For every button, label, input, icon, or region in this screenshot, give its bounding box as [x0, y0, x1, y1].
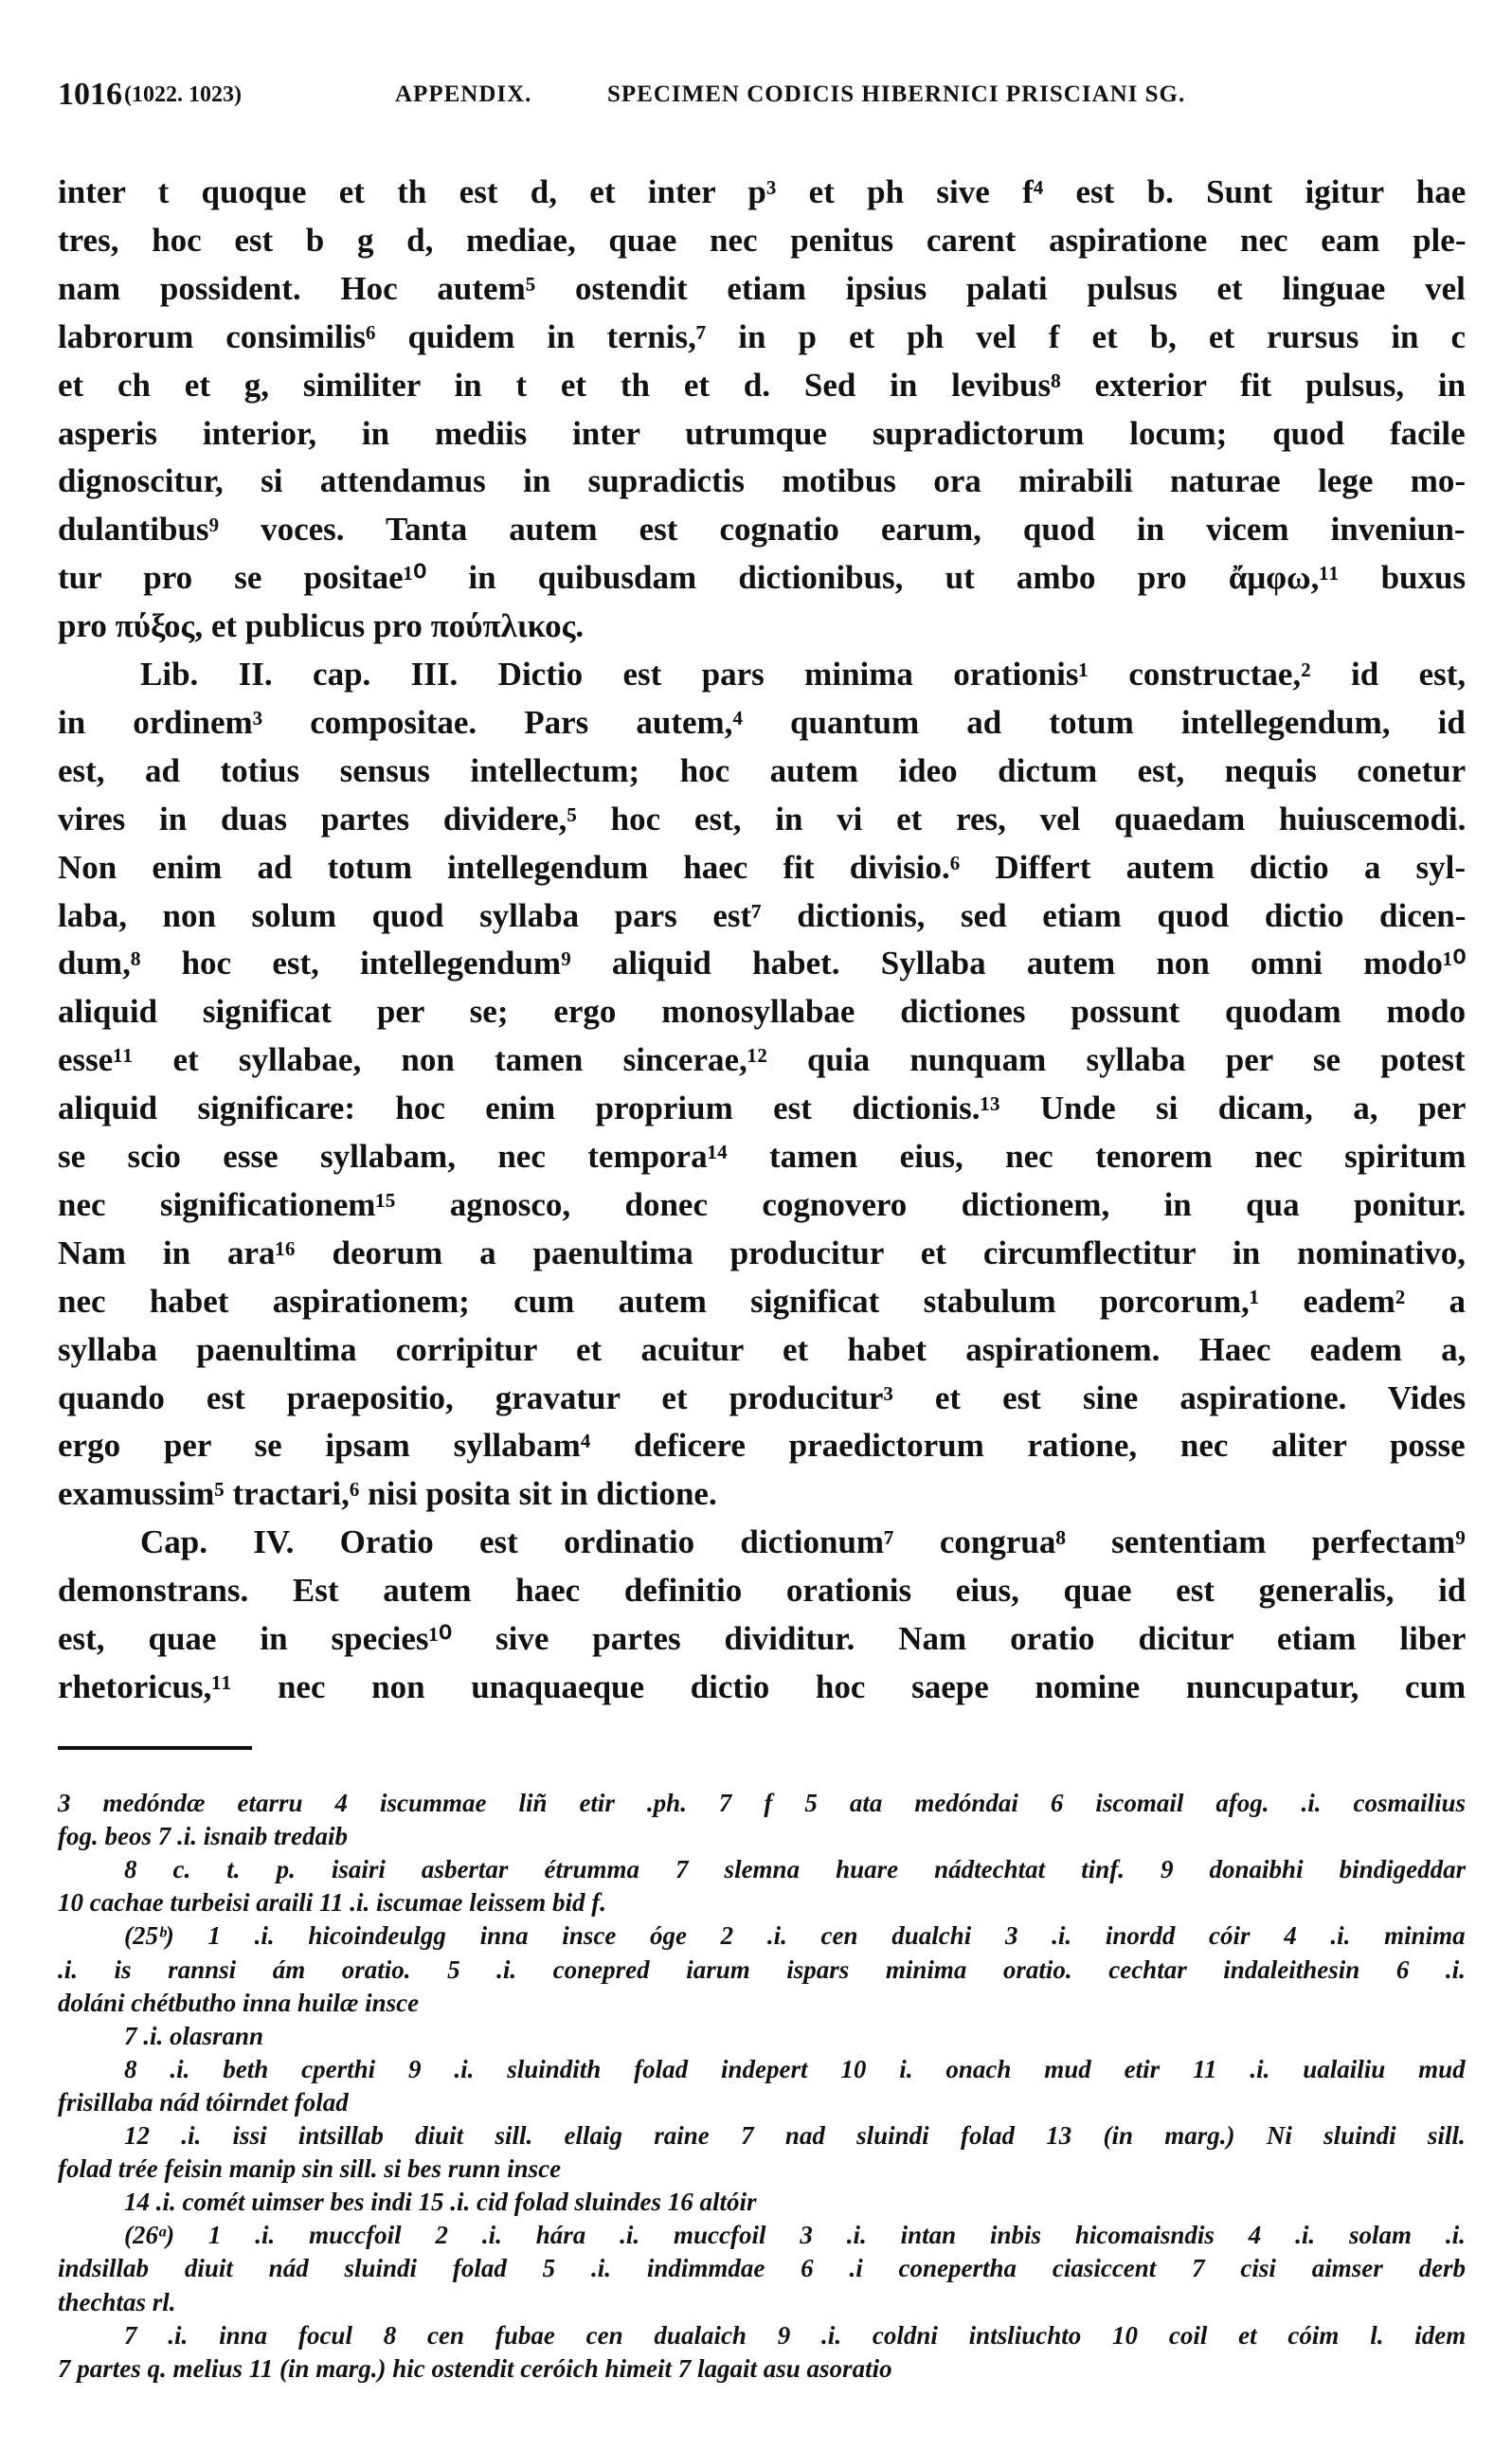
header-section: APPENDIX.: [395, 81, 532, 107]
text-line: et ch et g, similiter in t et th et d. Sed in levibus⁸ exterior fit pulsus, in: [58, 366, 1467, 404]
text-line: pro πύξος, et publicus pro πούπλικος.: [58, 607, 585, 645]
footnote-line: 12 .i. issi intsillab diuit sill. ellaig raine 7 nad sluindi folad 13 (in marg.) Ni sluindi sill.: [124, 2121, 1466, 2150]
text-line: se scio esse syllabam, nec tempora¹⁴ tamen eius, nec tenorem nec spiritum: [58, 1138, 1467, 1175]
footnote-line: 7 .i. inna focul 8 cen fubae cen dualaich 9 .i. coldni intsliuchto 10 coil et cóim l. idem: [124, 2320, 1467, 2350]
footnote-line: thechtas rl.: [58, 2287, 176, 2316]
text-line: Cap. IV. Oratio est ordinatio dictionum⁷ congrua⁸ sententiam perfectam⁹: [140, 1523, 1466, 1561]
footnote-line: (25ᵇ) 1 .i. hicoindeulgg inna insce óge 2 .i. cen dualchi 3 .i. inordd cóir 4 .i. minima: [124, 1921, 1466, 1951]
text-line: Non enim ad totum intellegendum haec fit divisio.⁶ Differt autem dictio a syl-: [58, 848, 1466, 886]
text-line: nec habet aspirationem; cum autem significat stabulum porcorum,¹ eadem² a: [58, 1282, 1467, 1320]
footnote-line: (26ᵃ) 1 .i. muccfoil 2 .i. hára .i. muccfoil 3 .i. intan inbis hicomaisndis 4 .i. solam .i.: [124, 2221, 1466, 2250]
footnote-separator-rule: [58, 1746, 252, 1750]
header-title: SPECIMEN CODICIS HIBERNICI PRISCIANI SG.: [607, 81, 1186, 107]
footnote-line: 8 .i. beth cperthi 9 .i. sluindith folad indepert 10 i. onach mud etir 11 .i. ualailiu mud: [124, 2054, 1466, 2083]
footnote-line: 8 c. t. p. isairi asbertar étrumma 7 slemna huare nádtechtat tinf. 9 donaibhi bindigeddar: [124, 1855, 1467, 1884]
text-line: in ordinem³ compositae. Pars autem,⁴ quantum ad totum intellegendum, id: [58, 703, 1466, 741]
text-line: demonstrans. Est autem haec definitio orationis eius, quae est generalis, id: [58, 1572, 1467, 1610]
text-line: nam possident. Hoc autem⁵ ostendit etiam ipsius palati pulsus et linguae vel: [58, 269, 1466, 307]
footnote-line: indsillab diuit nád sluindi folad 5 .i. indimmdae 6 .i conepertha ciasiccent 7 cisi aimser derb: [58, 2254, 1467, 2283]
text-line: tur pro se positae¹⁰ in quibusdam dictionibus, ut ambo pro ἄμφω,¹¹ buxus: [58, 559, 1467, 597]
text-line: aliquid significare: hoc enim proprium est dictionis.¹³ Unde si dicam, a, per: [58, 1090, 1467, 1127]
text-line: asperis interior, in mediis inter utrumque supradictorum locum; quod facile: [58, 414, 1466, 452]
text-line: dum,⁸ hoc est, intellegendum⁹ aliquid habet. Syllaba autem non omni modo¹⁰: [58, 945, 1467, 982]
footnote-line: 14 .i. comét uimser bes indi 15 .i. cid folad sluindes 16 altóir: [124, 2188, 757, 2217]
running-header: [58, 76, 1466, 114]
text-line: est, ad totius sensus intellectum; hoc autem ideo dictum est, nequis conetur: [58, 751, 1467, 789]
footnote-line: .i. is rannsi ám oratio. 5 .i. conepred iarum ispars minima oratio. cechtar indaleithesin 6 .i.: [58, 1955, 1466, 1984]
text-line: dulantibus⁹ voces. Tanta autem est cognatio earum, quod in vicem inveniun-: [58, 511, 1466, 549]
text-line: rhetoricus,¹¹ nec non unaquaeque dictio hoc saepe nomine nuncupatur, cum: [58, 1667, 1467, 1705]
footnote-line: frisillaba nád tóirndet folad: [58, 2087, 349, 2117]
text-line: est, quae in species¹⁰ sive partes dividitur. Nam oratio dicitur etiam liber: [58, 1620, 1467, 1657]
text-line: syllaba paenultima corripitur et acuitur et habet aspirationem. Haec eadem a,: [58, 1330, 1467, 1368]
footnote-line: 10 cachae turbeisi araili 11 .i. iscumae leissem bid f.: [58, 1888, 606, 1918]
footnote-line: 3 medóndæ etarru 4 iscummae liñ etir .ph. 7 f 5 ata medóndai 6 iscomail afog. .i. cosmailius: [58, 1789, 1467, 1817]
source-page-reference: (1022. 1023): [124, 82, 242, 107]
text-line: labrorum consimilis⁶ quidem in ternis,⁷ in p et ph vel f et b, et rursus in c: [58, 317, 1467, 355]
text-line: examussim⁵ tractari,⁶ nisi posita sit in dictione.: [58, 1475, 717, 1513]
text-line: vires in duas partes dividere,⁵ hoc est, in vi et res, vel quaedam huiuscemodi.: [58, 800, 1467, 838]
text-line: dignoscitur, si attendamus in supradictis motibus ora mirabili naturae lege mo-: [58, 462, 1467, 500]
text-line: Nam in ara¹⁶ deorum a paenultima producitur et circumflectitur in nominativo,: [58, 1234, 1467, 1271]
text-line: ergo per se ipsam syllabam⁴ deficere praedictorum ratione, nec aliter posse: [58, 1427, 1466, 1465]
footnote-line: doláni chétbutho inna huilæ insce: [58, 1988, 420, 2017]
text-line: quando est praepositio, gravatur et producitur³ et est sine aspiratione. Vides: [58, 1378, 1467, 1416]
footnote-line: folad trée feisin manip sin sill. si bes runn insce: [58, 2154, 562, 2184]
footnote-line: 7 partes q. melius 11 (in marg.) hic ostendit ceróich himeit 7 lagait asu asoratio: [58, 2353, 892, 2383]
footnote-line: fog. beos 7 .i. isnaib tredaib: [58, 1822, 349, 1851]
page-number: 1016: [58, 77, 122, 112]
text-line: tres, hoc est b g d, mediae, quae nec penitus carent aspiratione nec eam ple-: [58, 221, 1467, 259]
text-line: nec significationem¹⁵ agnosco, donec cognovero dictionem, in qua ponitur.: [58, 1185, 1467, 1223]
text-line: Lib. II. cap. III. Dictio est pars minima orationis¹ constructae,² id est,: [140, 656, 1467, 693]
footnote-line: 7 .i. olasrann: [124, 2021, 264, 2050]
text-line: aliquid significat per se; ergo monosyllabae dictiones possunt quodam modo: [58, 993, 1467, 1031]
text-line: esse¹¹ et syllabae, non tamen sincerae,¹² quia nunquam syllaba per se potest: [58, 1041, 1466, 1079]
text-line: inter t quoque et th est d, et inter p³ et ph sive f⁴ est b. Sunt igitur hae: [58, 173, 1467, 210]
text-line: laba, non solum quod syllaba pars est⁷ dictionis, sed etiam quod dictio dicen-: [58, 896, 1467, 934]
